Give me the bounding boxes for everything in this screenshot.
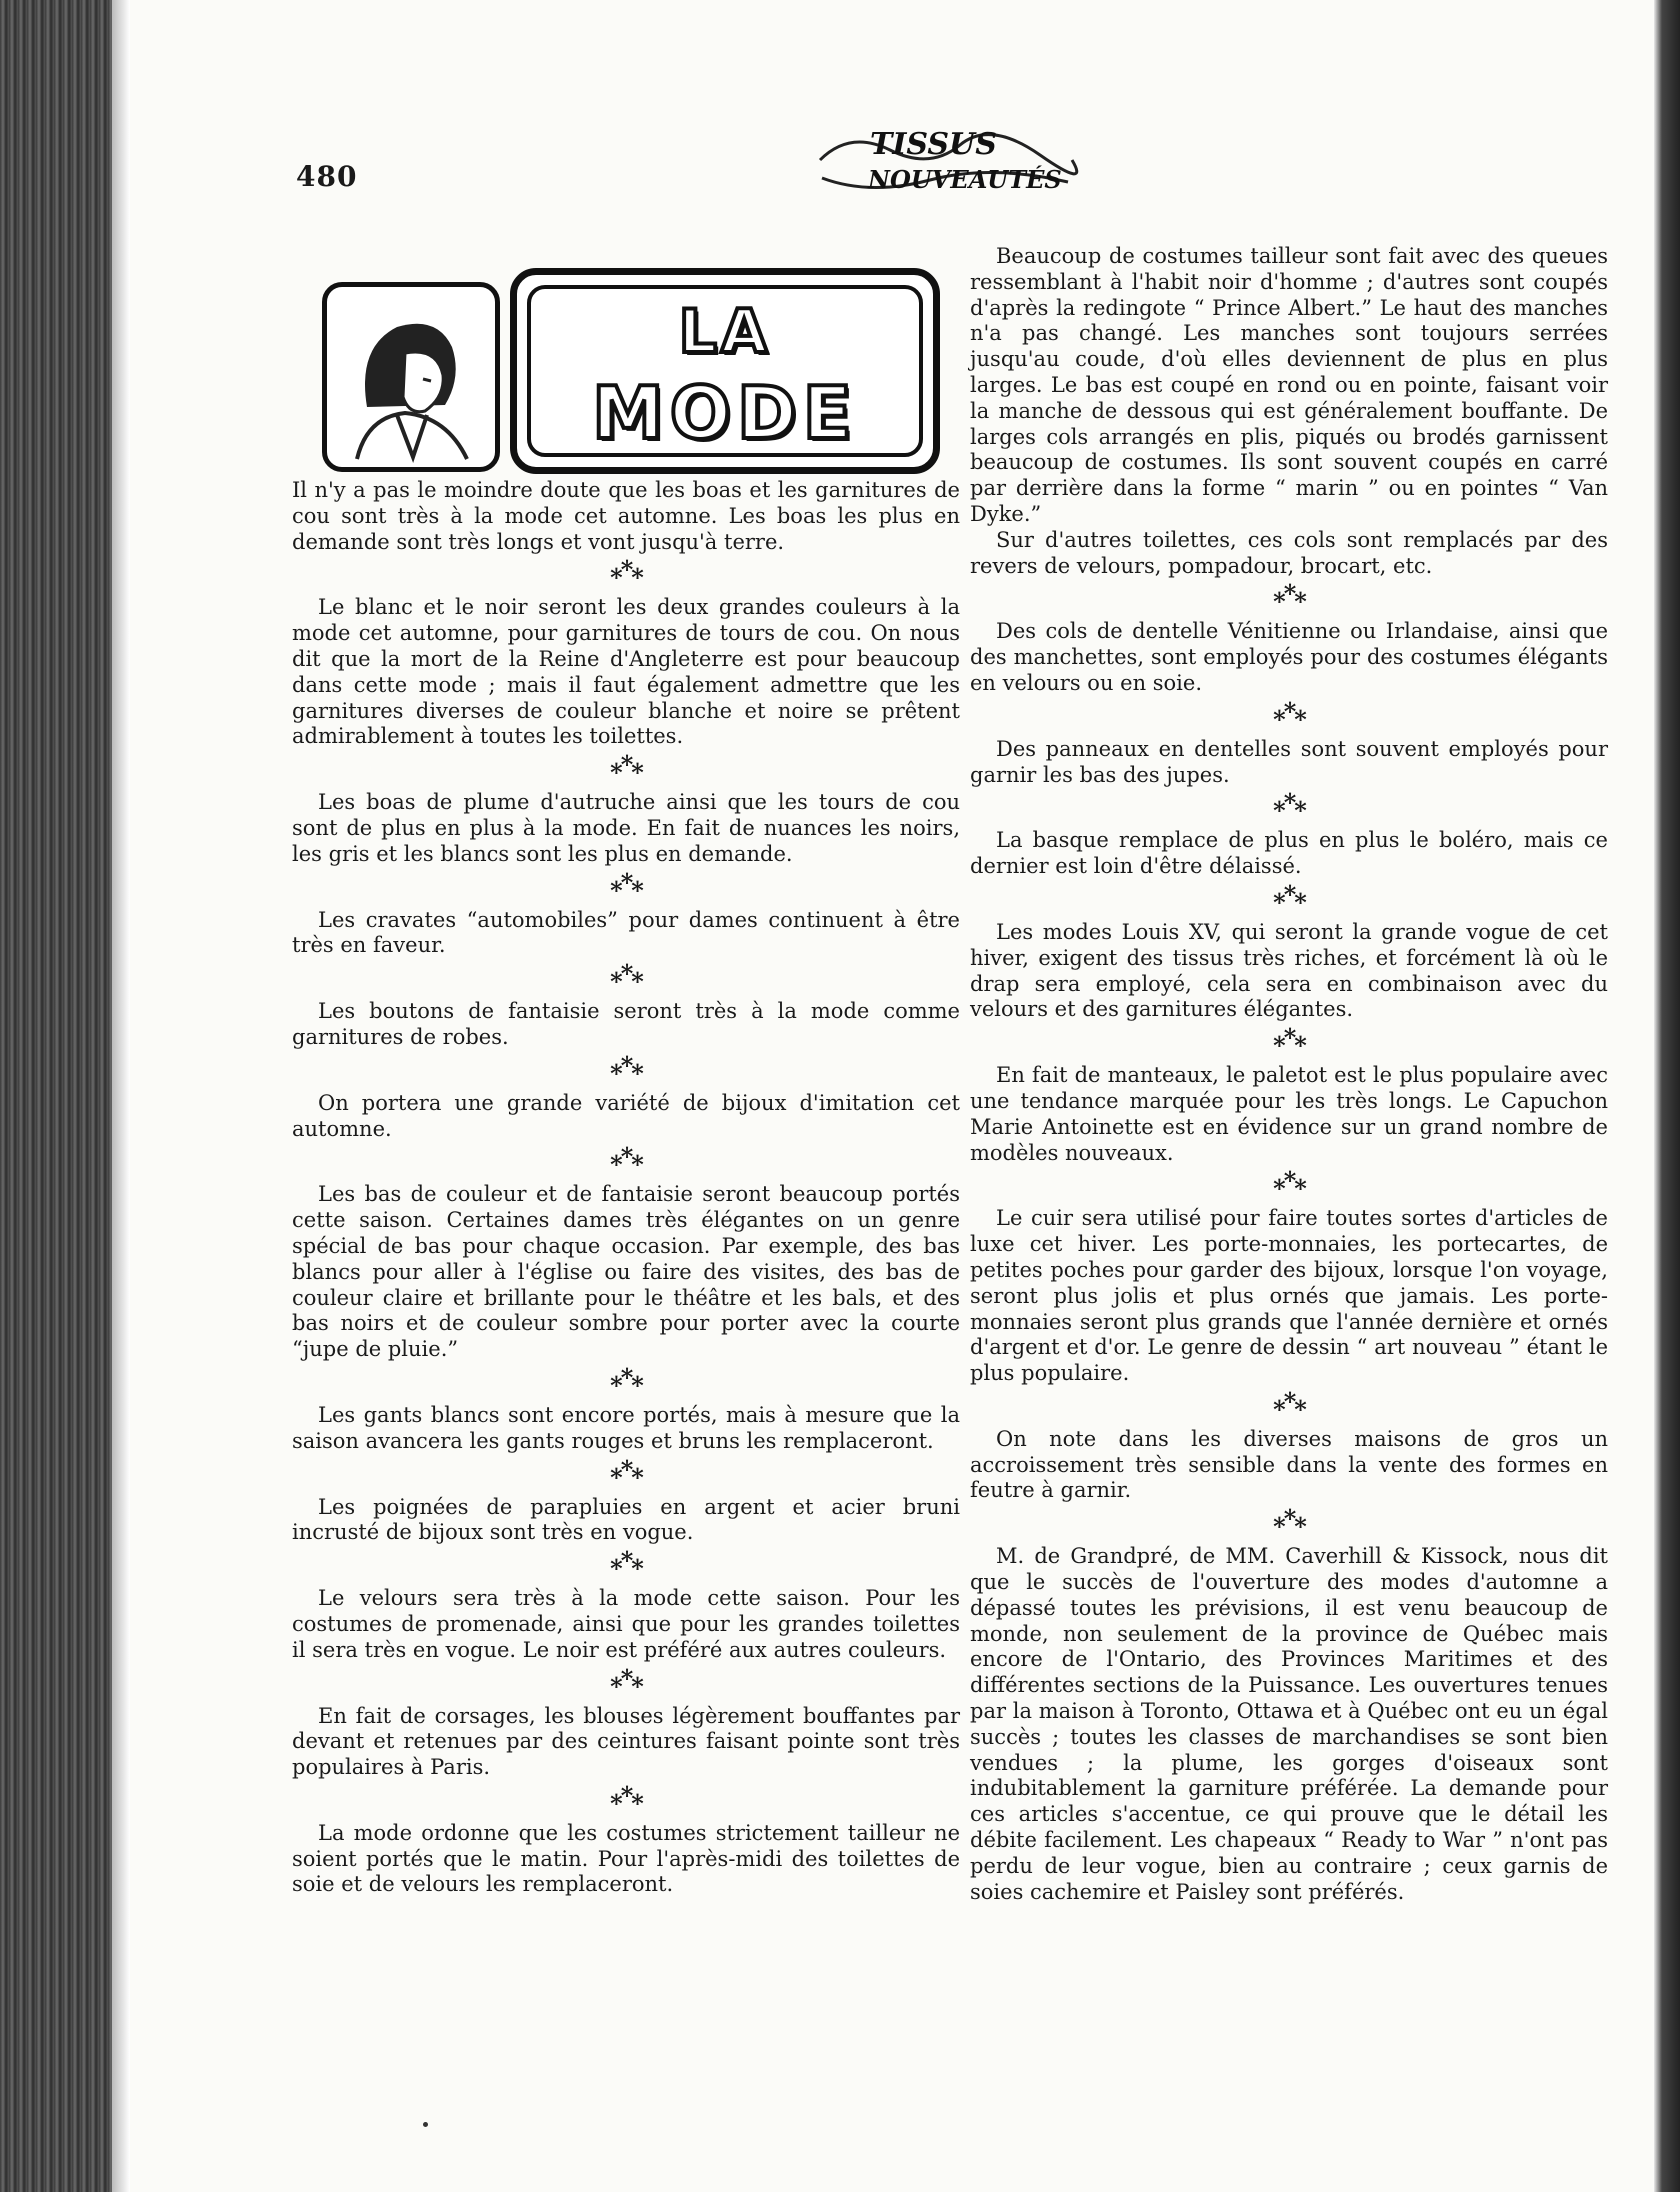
- separator-asterisks: ***: [610, 1142, 642, 1180]
- separator-asterisks: ***: [1273, 1386, 1305, 1424]
- separator-asterisks: ***: [1273, 696, 1305, 734]
- title-inner-frame: [527, 285, 923, 457]
- paragraph: Beaucoup de costumes tailleur sont fait avec des queues ressemblant à l'habit noir d'homme ; d'autres sont coupés d'après la redingote “ Prince Albert.” Le haut des manches n'a pas changé. Les manches sont toujours serrées jusqu'au coude, d'où elles deviennent de plus en plus larges. Le bas est coupé en rond ou en pointe, faisant voir la manche de dessous qui est généralement bouffante. De larges cols arrangés en plis, piqués ou brodés garnissent beaucoup de costumes. Ils sont souvent coupés en carré par derrière dans la forme “ marin ” ou en pointes “ Van Dyke.”: [970, 244, 1608, 526]
- masthead-line2: NOUVEAUTÉS: [868, 165, 1062, 194]
- separator-asterisks: ***: [610, 1546, 642, 1584]
- separator-asterisks: ***: [610, 1663, 642, 1701]
- paragraph: Le velours sera très à la mode cette saison. Pour les costumes de promenade, ainsi que pour les grandes toilettes il sera très en vogue. Le noir est préféré aux autres couleurs.: [292, 1586, 960, 1662]
- book-page-edges: [0, 0, 112, 2192]
- separator-asterisks: ***: [1273, 579, 1305, 617]
- paragraph: On note dans les diverses maisons de gros un accroissement très sensible dans la vente des formes en feutre à garnir.: [970, 1426, 1608, 1503]
- right-column: [970, 244, 1608, 1905]
- separator-asterisks: ***: [610, 959, 642, 997]
- title-la: LA: [678, 297, 772, 367]
- paragraph: Le blanc et le noir seront les deux grandes couleurs à la mode cet automne, pour garnitures de tours de cou. On nous dit que la mort de la Reine d'Angleterre est pour beaucoup dans cette mode ; mais il faut également admettre que les garnitures diverses de couleur blanche et noire se prêtent admirablement à toutes les toilettes.: [292, 595, 960, 749]
- paragraph: On portera une grande variété de bijoux d'imitation cet automne.: [292, 1090, 960, 1141]
- separator-asterisks: ***: [1273, 788, 1305, 826]
- paragraph: La mode ordonne que les costumes strictement tailleur ne soient portés que le matin. Pour l'après-midi des toilettes de soie et de velours les remplaceront.: [292, 1820, 960, 1897]
- separator-asterisks: ***: [610, 750, 642, 788]
- left-column: [292, 478, 960, 1898]
- paragraph: Les cravates “automobiles” pour dames continuent à être très en faveur.: [292, 907, 960, 958]
- separator-asterisks: ***: [1273, 1504, 1305, 1542]
- masthead-line1: TISSUS: [870, 127, 997, 162]
- separator-asterisks: ***: [610, 1050, 642, 1088]
- paragraph: Les gants blancs sont encore portés, mais à mesure que la saison avancera les gants rouges et bruns les remplaceront.: [292, 1402, 960, 1453]
- portrait-frame: [322, 282, 500, 472]
- paragraph: Les boutons de fantaisie seront très à la mode comme garnitures de robes.: [292, 999, 960, 1049]
- separator-asterisks: ***: [1273, 1023, 1305, 1061]
- separator-asterisks: ***: [1273, 879, 1305, 917]
- right-page-edge: [1654, 0, 1680, 2192]
- separator-asterisks: ***: [610, 1454, 642, 1492]
- title-frame: [510, 268, 940, 474]
- paragraph: En fait de corsages, les blouses légèrement bouffantes par devant et retenues par des ceintures faisant pointe sont très populaires à Paris.: [292, 1703, 960, 1780]
- paragraph: M. de Grandpré, de MM. Caverhill & Kissock, nous dit que le succès de l'ouverture des modes d'automne a dépassé toutes les prévisions, il est venu beaucoup de monde, non seulement de la province de Québec mais encore de l'Ontario, des Provinces Maritimes et des différentes sections de la Puissance. Les ouvertures tenues par la maison à Toronto, Ottawa et à Québec ont eu un égal succès ; toutes les classes de marchandises se sont bien vendues ; la plume, les gorges d'oiseaux sont indubitablement la garniture préférée. La demande pour ces articles s'accentue, ce qui prouve que le détail les débite facilement. Les chapeaux “ Ready to War ” n'ont pas perdu de leur vogue, bien au contraire ; ceux garnis de soies cachemire et Paisley sont préférés.: [970, 1544, 1608, 1904]
- paragraph: Les bas de couleur et de fantaisie seront beaucoup portés cette saison. Certaines dames très élégantes on un genre spécial de bas pour chaque occasion. Par exemple, des bas blancs pour aller à l'église ou faire des visites, des bas de couleur claire et brillante pour le théâtre et les bals, et des bas noirs et de couleur sombre pour porter avec la courte “jupe de pluie.”: [292, 1182, 960, 1362]
- paragraph: Les modes Louis XV, qui seront la grande vogue de cet hiver, exigent des tissus très riches, et forcément là où le drap sera employé, cela sera en combinaison avec du velours et des garnitures élégantes.: [970, 919, 1608, 1022]
- paragraph: Le cuir sera utilisé pour faire toutes sortes d'articles de luxe cet hiver. Les porte-monnaies, les portecartes, de petites poches pour garder des bijoux, lorsque l'on voyage, seront plus jolis et plus ornés que jamais. Les porte-monnaies seront plus grands que l'année dernière et ornés d'argent et d'or. Le genre de dessin “ art nouveau ” étant le plus populaire.: [970, 1206, 1608, 1386]
- ink-speck: [423, 2122, 428, 2127]
- paragraph: Des panneaux en dentelles sont souvent employés pour garnir les bas des jupes.: [970, 736, 1608, 787]
- gutter-shadow: [112, 0, 130, 2192]
- separator-asterisks: ***: [610, 1780, 642, 1818]
- separator-asterisks: ***: [610, 555, 642, 593]
- woman-portrait-icon: [327, 287, 495, 467]
- paragraph: Les poignées de parapluies en argent et acier bruni incrusté de bijoux sont très en vogue.: [292, 1494, 960, 1545]
- paragraph: Il n'y a pas le moindre doute que les boas et les garnitures de cou sont très à la mode cet automne. Les boas les plus en demande sont très longs et vont jusqu'à terre.: [292, 478, 960, 554]
- separator-asterisks: ***: [610, 867, 642, 905]
- masthead-logo: [810, 120, 1080, 200]
- paragraph: La basque remplace de plus en plus le boléro, mais ce dernier est loin d'être délaissé.: [970, 828, 1608, 879]
- separator-asterisks: ***: [610, 1362, 642, 1400]
- paragraph: Les boas de plume d'autruche ainsi que les tours de cou sont de plus en plus à la mode. En fait de nuances les noirs, les gris et les blancs sont les plus en demande.: [292, 790, 960, 866]
- page-number: 480: [296, 160, 358, 193]
- separator-asterisks: ***: [1273, 1166, 1305, 1204]
- title-mode: MODE: [592, 371, 858, 455]
- paragraph: Sur d'autres toilettes, ces cols sont remplacés par des revers de velours, pompadour, brocart, etc.: [970, 527, 1608, 578]
- paragraph: Des cols de dentelle Vénitienne ou Irlandaise, ainsi que des manchettes, sont employés pour des costumes élégants en velours ou en soie.: [970, 619, 1608, 695]
- paragraph: En fait de manteaux, le paletot est le plus populaire avec une tendance marquée pour les très longs. Le Capuchon Marie Antoinette est en évidence sur un grand nombre de modèles nouveaux.: [970, 1063, 1608, 1165]
